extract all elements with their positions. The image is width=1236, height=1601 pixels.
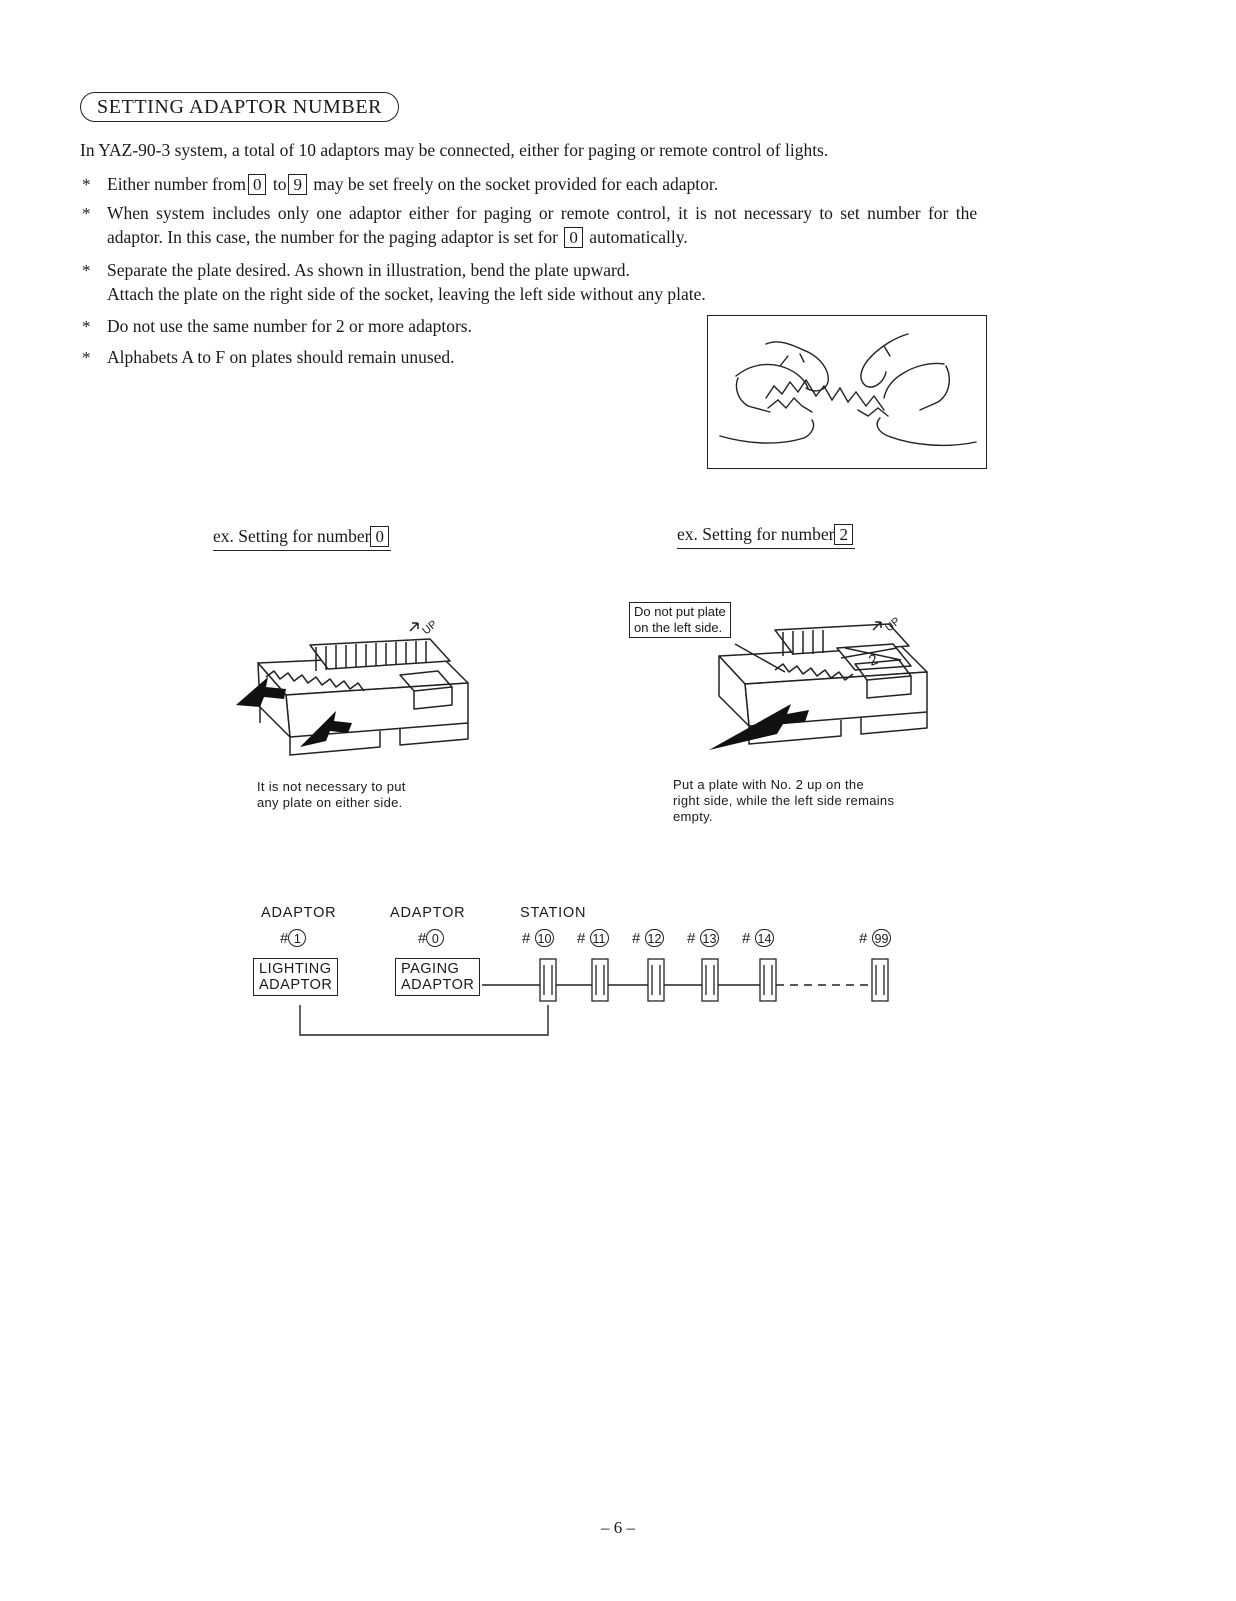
example-left-label [213,526,391,551]
station-sockets [540,959,888,1001]
station-14 [742,929,774,947]
bullet-2-line1: When system includes only one adaptor either for paging or remote control, it is not necessary to set number for the [107,203,978,223]
caption-left-line-2: any plate on either side. [257,795,403,810]
page-number: – 6 – [601,1518,635,1537]
number-circle: 12 [645,929,665,947]
number-box: 0 [564,227,583,248]
caption-right-line-3: empty. [673,809,713,824]
station-99 [859,929,891,947]
hash-mark: # [418,930,427,947]
plate-bending-illustration [707,315,987,469]
station-12 [632,929,664,947]
bullet-mark: * [82,175,91,194]
hash-mark: # [742,930,751,947]
caption-right-line-2: right side, while the left side remains [673,793,895,808]
bullet-1-mid: to [272,174,287,194]
caption-right [673,777,894,825]
bullet-mark: * [82,261,91,280]
connection-diagram [240,895,920,1045]
bullet-2-line2-post: automatically. [589,227,688,247]
note-line-2: on the left side. [634,620,723,635]
section-title: SETTING ADAPTOR NUMBER [80,92,399,122]
up-marker: UP [883,615,903,635]
caption-right-line-1: Put a plate with No. 2 up on the [673,777,864,792]
intro-text: In YAZ-90-3 system, a total of 10 adaptors may be connected, either for paging or remote control of lights. [80,140,829,160]
bullet-mark: * [82,317,91,336]
socket-illustration-right [705,600,945,760]
number-circle: 13 [700,929,720,947]
example-left-label-text: ex. Setting for number [213,526,371,546]
station-heading: STATION [520,905,587,921]
bullet-1-post: may be set freely on the socket provided for each adaptor. [313,174,719,194]
paging-adaptor-number [418,929,444,947]
bullet-3-line2: Attach the plate on the right side of the socket, leaving the left side without any plate. [107,284,706,304]
socket-no-plate-icon [230,605,480,770]
hands-bending-plate-icon [708,316,986,468]
bullet-3-line1: Separate the plate desired. As shown in illustration, bend the plate upward. [107,260,630,280]
hash-mark: # [859,930,868,947]
station-13 [687,929,719,947]
bullet-mark: * [82,204,91,223]
paging-adaptor-line-2: ADAPTOR [401,977,475,993]
up-marker: UP [420,618,440,638]
bullet-2-line2-pre: adaptor. In this case, the number for the paging adaptor is set for [107,227,558,247]
adaptor-heading-1: ADAPTOR [261,905,337,921]
bullet-5-text: Alphabets A to F on plates should remain unused. [107,347,455,367]
bullet-4-text: Do not use the same number for 2 or more adaptors. [107,316,472,336]
number-circle: 99 [872,929,892,947]
hash-mark: # [577,930,586,947]
bullet-mark: * [82,348,91,367]
hash-mark: # [687,930,696,947]
number-circle: 11 [590,929,609,947]
lighting-adaptor-number [280,929,306,947]
socket-with-plate-icon [705,600,945,760]
station-10 [522,929,554,947]
adaptor-heading-2: ADAPTOR [390,905,466,921]
paging-adaptor-line-1: PAGING [401,961,460,977]
example-right-label-text: ex. Setting for number [677,524,835,544]
note-line-1: Do not put plate [634,604,726,619]
number-circle: 0 [426,929,444,947]
hash-mark: # [632,930,641,947]
left-side-note [629,602,731,638]
example-right-label [677,524,855,549]
number-box: 0 [370,526,389,547]
number-circle: 14 [755,929,775,947]
station-11 [577,929,609,947]
caption-left [257,779,406,811]
number-circle: 1 [288,929,306,947]
bullet-1-pre: Either number from [107,174,246,194]
number-circle: 10 [535,929,555,947]
caption-left-line-1: It is not necessary to put [257,779,406,794]
socket-illustration-left [230,605,480,770]
plate-digit: 2 [866,650,881,670]
lighting-adaptor-line-1: LIGHTING [259,961,332,977]
hash-mark: # [280,930,289,947]
paging-adaptor-box [395,958,480,996]
number-box: 0 [248,174,267,195]
lighting-adaptor-box [253,958,338,996]
number-box: 9 [288,174,307,195]
hash-mark: # [522,930,531,947]
lighting-adaptor-line-2: ADAPTOR [259,977,333,993]
number-box: 2 [834,524,853,545]
